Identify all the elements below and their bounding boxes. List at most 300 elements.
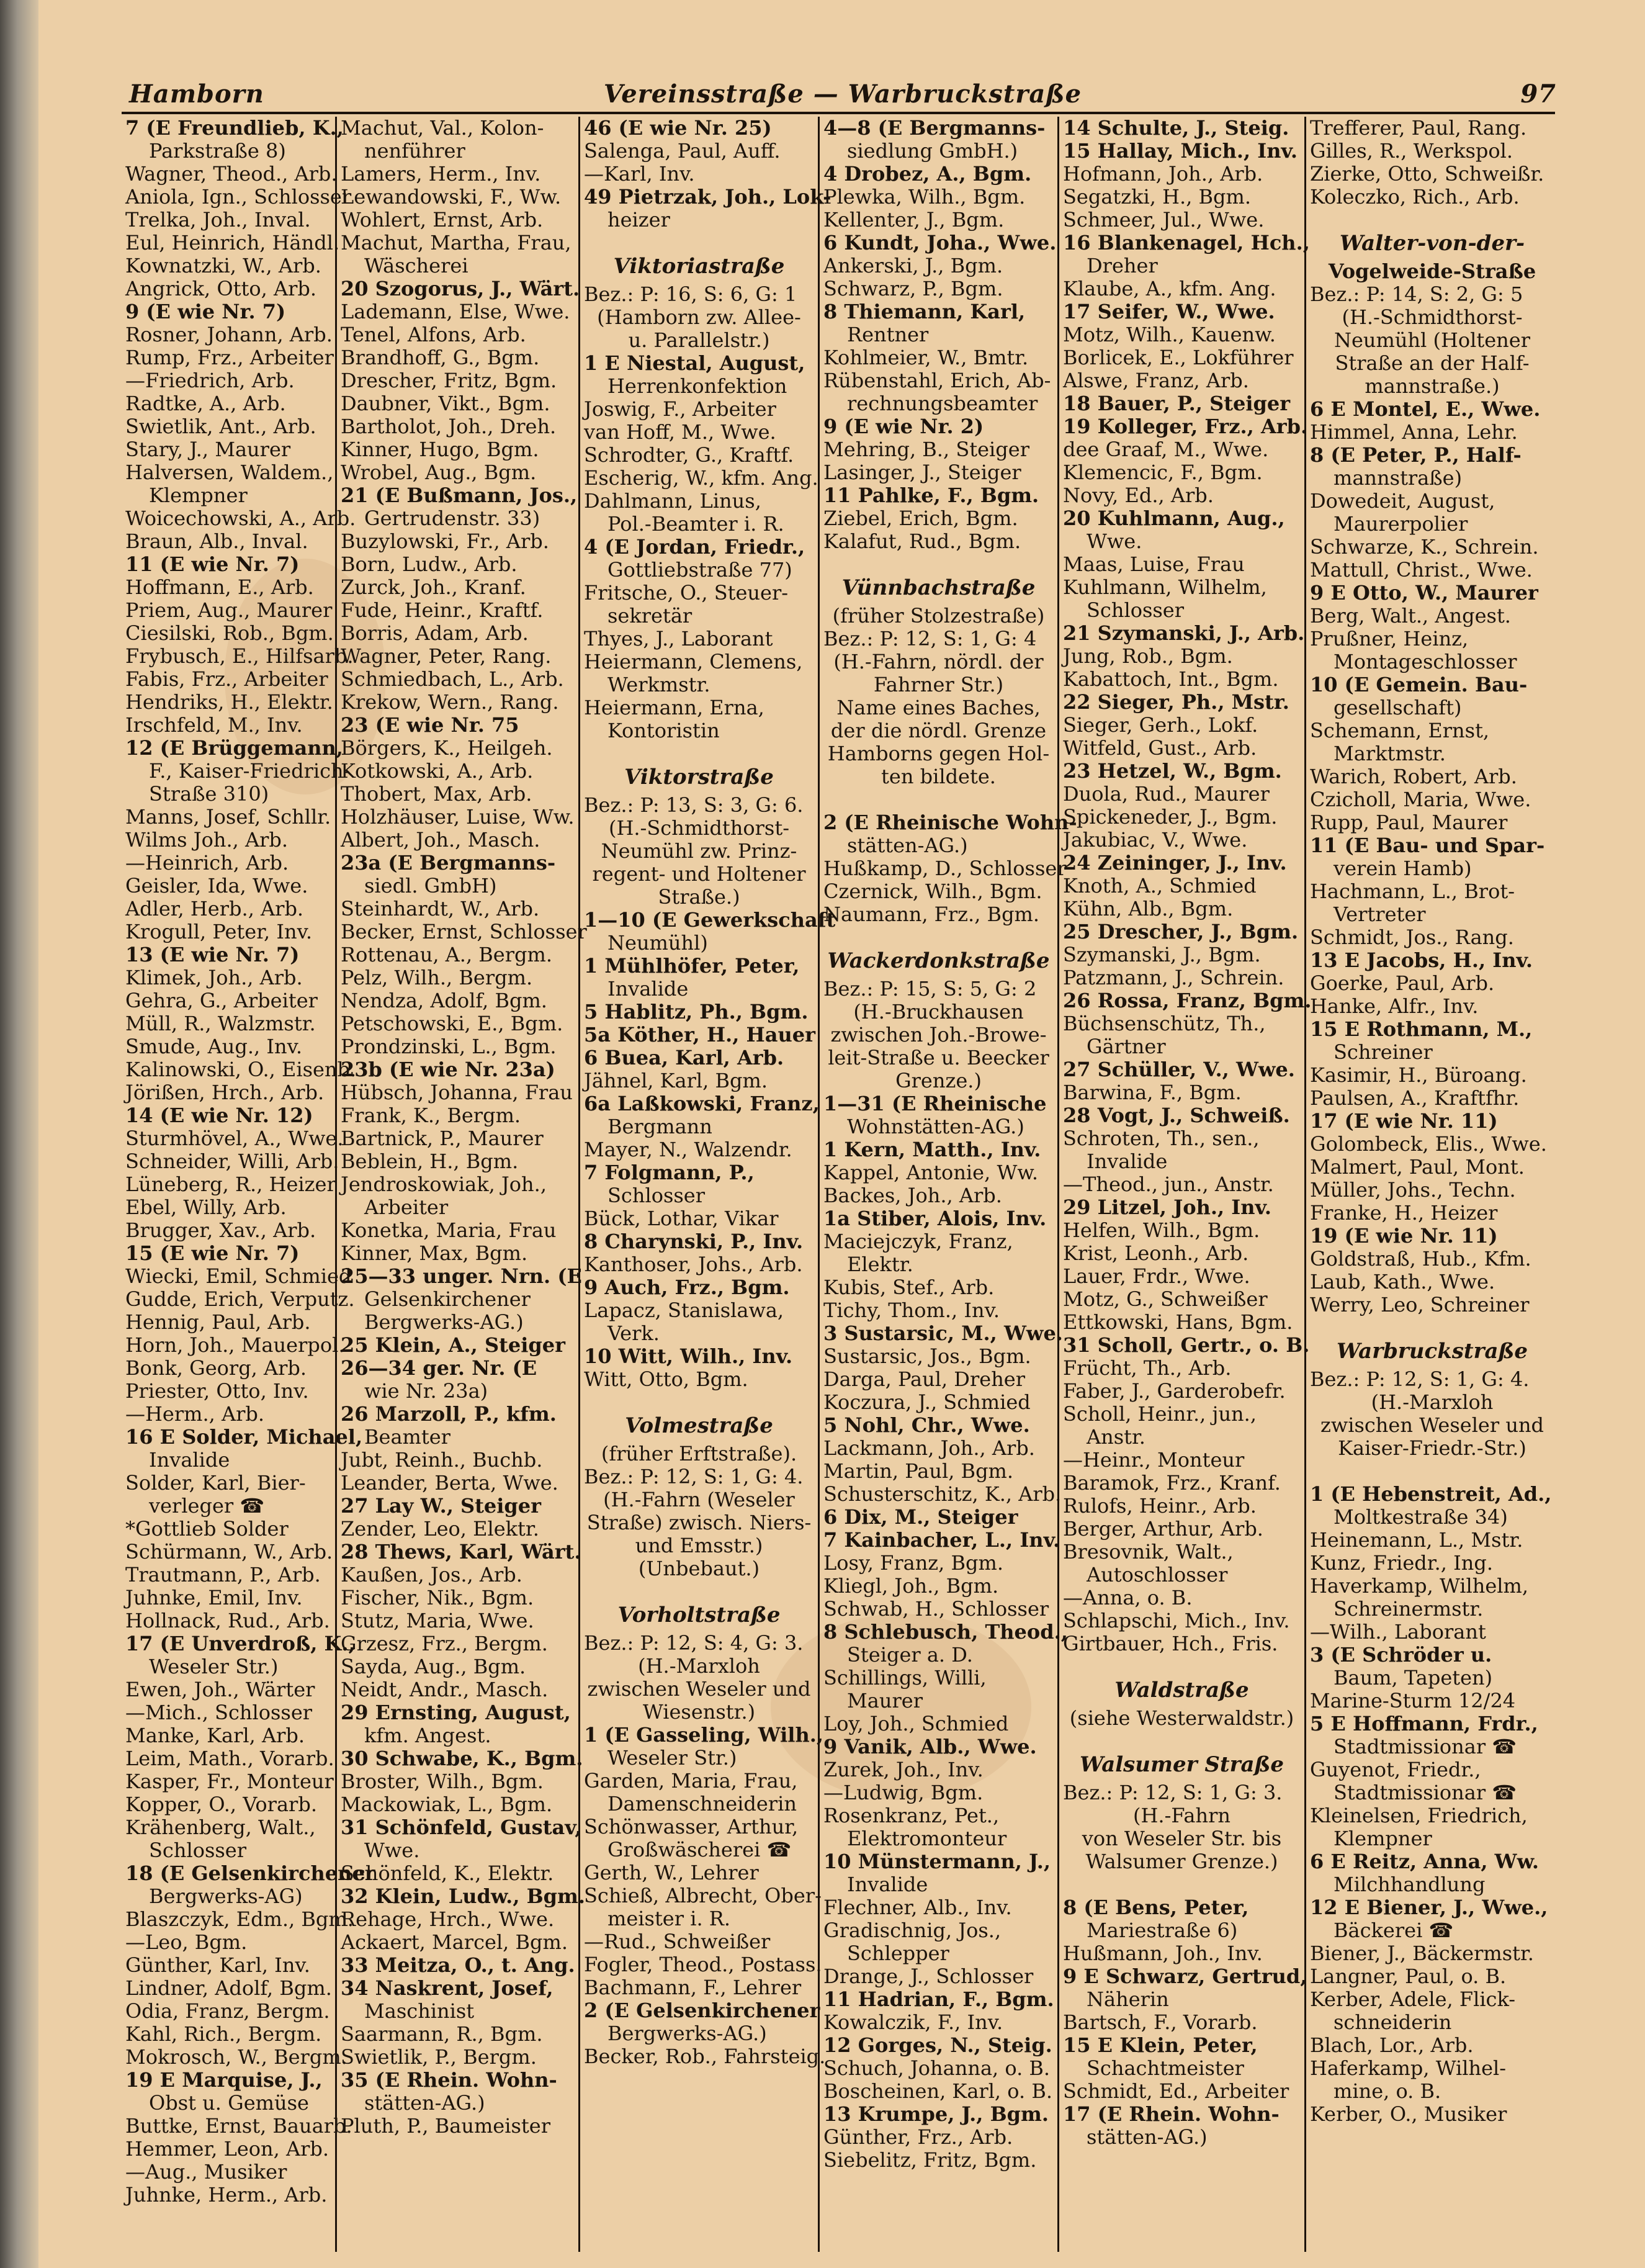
directory-line: Fischer, Nik., Bgm. <box>341 1586 534 1609</box>
directory-line: Moltkestraße 34) <box>1333 1505 1508 1529</box>
directory-line: Rulofs, Heinr., Arb. <box>1063 1494 1257 1518</box>
directory-line: Biener, J., Bäckermstr. <box>1310 1942 1534 1965</box>
column-4 <box>818 116 1077 2252</box>
directory-line: Schneider, Willi, Arb. <box>125 1150 339 1173</box>
directory-line: Bez.: P: 12, S: 1, G: 4 <box>823 627 1037 650</box>
directory-line: Hoffmann, E., Arb. <box>125 575 314 599</box>
directory-line: 13 Krumpe, J., Bgm. <box>823 2102 1049 2126</box>
directory-line: Baramok, Frz., Kranf. <box>1063 1471 1281 1495</box>
directory-line: 29 Ernsting, August, <box>341 1701 571 1724</box>
directory-line: Warich, Robert, Arb. <box>1310 765 1517 788</box>
directory-line: Lapacz, Stanislawa, <box>584 1298 784 1322</box>
directory-line: Schlosser <box>149 1838 247 1862</box>
directory-line: 1 (E Hebenstreit, Ad., <box>1310 1482 1552 1506</box>
directory-line: Gehra, G., Arbeiter <box>125 989 318 1012</box>
directory-line: Bergwerks-AG) <box>149 1884 303 1908</box>
directory-line: Smude, Aug., Inv. <box>125 1035 303 1058</box>
directory-line: 6 Kundt, Joha., Wwe. <box>823 231 1057 254</box>
directory-line: Hußkamp, D., Schlosser <box>823 857 1067 880</box>
directory-line: Schmiedbach, L., Arb. <box>341 667 564 691</box>
directory-line: Krogull, Peter, Inv. <box>125 920 313 943</box>
directory-line: Drescher, Fritz, Bgm. <box>341 369 557 392</box>
directory-line: Zierke, Otto, Schweißr. <box>1310 162 1544 186</box>
directory-line: Koczura, J., Schmied <box>823 1390 1031 1414</box>
directory-line: Weseler Str.) <box>149 1655 279 1678</box>
directory-line: Goldstraß, Hub., Kfm. <box>1310 1247 1531 1271</box>
directory-line: Kliegl, Joh., Bgm. <box>823 1574 999 1598</box>
directory-line: Büchsenschütz, Th., <box>1063 1012 1266 1035</box>
directory-line: Verk. <box>607 1321 660 1345</box>
directory-line: 10 (E Gemein. Bau- <box>1310 673 1528 696</box>
directory-line: 15 E Klein, Peter, <box>1063 2033 1258 2057</box>
directory-line: Kaußen, Jos., Arb. <box>341 1563 522 1586</box>
directory-line: Gelsenkirchener <box>364 1287 531 1311</box>
directory-line: Straße an der Half- <box>1335 351 1530 375</box>
directory-line: Bergwerks-AG.) <box>364 1310 524 1334</box>
directory-line: Lauer, Frdr., Wwe. <box>1063 1264 1250 1288</box>
directory-line: Jörißen, Hrch., Arb. <box>125 1081 325 1104</box>
directory-line: Stutz, Maria, Wwe. <box>341 1609 534 1632</box>
directory-line: Beblein, H., Bgm. <box>341 1150 519 1173</box>
directory-line: (H.-Fahrn, nördl. der <box>833 650 1044 673</box>
directory-line: 4 Drobez, A., Bgm. <box>823 162 1032 186</box>
directory-line: Schieß, Albrecht, Ober- <box>584 1884 822 1907</box>
directory-line: Klempner <box>1333 1827 1432 1850</box>
directory-line: Hußmann, Joh., Inv. <box>1063 1942 1263 1965</box>
directory-line: —Heinr., Monteur <box>1063 1448 1245 1472</box>
directory-line: Trefferer, Paul, Rang. <box>1310 116 1527 140</box>
directory-line: Bäckerei ☎ <box>1333 1919 1454 1942</box>
directory-line: Lindner, Adolf, Bgm. <box>125 1976 332 2000</box>
directory-line: Schlosser <box>1087 598 1185 622</box>
directory-line: Garden, Maria, Frau, <box>584 1769 798 1793</box>
directory-line: Irschfeld, M., Inv. <box>125 713 303 737</box>
directory-line: Elektromonteur <box>847 1827 1007 1850</box>
directory-line: Invalide <box>1087 1150 1168 1173</box>
directory-line: Schreinermstr. <box>1333 1597 1484 1621</box>
directory-line: Hennig, Paul, Arb. <box>125 1310 311 1334</box>
directory-line: Buzylowski, Fr., Arb. <box>341 529 549 553</box>
directory-line: 5 Hablitz, Ph., Bgm. <box>584 1000 809 1024</box>
directory-line: Maschinist <box>364 1999 475 2023</box>
directory-line: Kasper, Fr., Monteur <box>125 1770 334 1793</box>
directory-line: Geisler, Ida, Wwe. <box>125 874 308 898</box>
directory-line: Knoth, A., Schmied <box>1063 874 1257 898</box>
directory-line: 23 (E wie Nr. 75 <box>341 713 519 737</box>
directory-line: Neumühl) <box>607 931 708 955</box>
directory-line: Sieger, Gerh., Lokf. <box>1063 713 1258 737</box>
directory-line: (H.-Marxloh <box>1371 1390 1494 1414</box>
directory-line: 13 (E wie Nr. 7) <box>125 943 300 966</box>
directory-line: Jakubiac, V., Wwe. <box>1063 828 1248 852</box>
directory-line: Bück, Lothar, Vikar <box>584 1207 779 1230</box>
directory-line: Günther, Frz., Arb. <box>823 2125 1013 2149</box>
directory-line: Odia, Franz, Bergm. <box>125 1999 330 2023</box>
directory-line: Jähnel, Karl, Bgm. <box>584 1069 768 1092</box>
directory-line: Wiecki, Emil, Schmied <box>125 1264 352 1288</box>
directory-line: Swietlik, P., Bergm. <box>341 2045 537 2069</box>
directory-line: Bartsch, F., Vorarb. <box>1063 2010 1258 2034</box>
directory-line: —Leo, Bgm. <box>125 1930 248 1954</box>
directory-line: 11 Hadrian, F., Bgm. <box>823 1987 1054 2011</box>
directory-line: Kleinelsen, Friedrich, <box>1310 1804 1528 1827</box>
directory-line: Ackaert, Marcel, Bgm. <box>341 1930 568 1954</box>
directory-line: 17 Seifer, W., Wwe. <box>1063 300 1275 323</box>
directory-line: Bez.: P: 13, S: 3, G: 6. <box>584 793 804 817</box>
column-1 <box>122 116 375 2252</box>
directory-line: Fogler, Theod., Postass. <box>584 1953 822 1976</box>
directory-line: Girtbauer, Hch., Fris. <box>1063 1632 1278 1655</box>
directory-line: schneiderin <box>1333 2010 1452 2034</box>
header-street-range: Vereinsstraße — Warbruckstraße <box>603 79 1082 109</box>
directory-line: 23b (E wie Nr. 23a) <box>341 1058 555 1081</box>
directory-line: Trautmann, P., Arb. <box>125 1563 321 1586</box>
directory-line: Himmel, Anna, Lehr. <box>1310 420 1518 444</box>
directory-line: (H.-Bruckhausen <box>853 1000 1024 1024</box>
column-3 <box>578 116 836 2252</box>
directory-line: Szymanski, J., Bgm. <box>1063 943 1261 966</box>
directory-line: (H.-Schmidthorst- <box>608 816 789 840</box>
directory-columns <box>122 117 1558 2252</box>
directory-line: Günther, Karl, Inv. <box>125 1953 310 1977</box>
directory-line: —Mich., Schlosser <box>125 1701 313 1724</box>
directory-line: Bartnick, P., Maurer <box>341 1127 544 1150</box>
directory-line: Spickeneder, J., Bgm. <box>1063 805 1278 829</box>
directory-line: Hachmann, L., Brot- <box>1310 880 1515 903</box>
directory-line: Schusterschitz, K., Arb. <box>823 1482 1062 1506</box>
directory-line: Lüneberg, R., Heizer <box>125 1172 336 1196</box>
directory-line: Mackowiak, L., Bgm. <box>341 1793 553 1816</box>
directory-line: 14 (E wie Nr. 12) <box>125 1104 313 1127</box>
directory-line: siedl. GmbH) <box>364 874 497 898</box>
directory-line: Kabattoch, Int., Bgm. <box>1063 667 1279 691</box>
directory-line: Rottenau, A., Bergm. <box>341 943 553 966</box>
directory-line: Obst u. Gemüse <box>149 2091 309 2115</box>
directory-line: 1—10 (E Gewerkschaft <box>584 908 836 932</box>
directory-line: Priester, Otto, Inv. <box>125 1379 309 1403</box>
directory-line: Invalide <box>607 977 689 1001</box>
directory-line: Werry, Leo, Schreiner <box>1310 1293 1530 1316</box>
directory-line: Dowedeit, August, <box>1310 489 1495 513</box>
directory-line: nenführer <box>364 139 465 163</box>
directory-line: Rosner, Johann, Arb. <box>125 323 333 346</box>
directory-line: Juhnke, Herm., Arb. <box>125 2183 328 2207</box>
directory-line <box>1310 1460 1554 1483</box>
directory-line: Parkstraße 8) <box>149 139 286 163</box>
directory-line: 32 Klein, Ludw., Bgm. <box>341 1884 586 1908</box>
directory-line: Kalinowski, O., Eisenb. <box>125 1058 357 1081</box>
directory-line: Brandhoff, G., Bgm. <box>341 346 540 369</box>
directory-line: Kowalczik, F., Inv. <box>823 2010 1003 2034</box>
directory-line: 16 E Solder, Michael, <box>125 1425 363 1449</box>
directory-line: 12 E Biener, J., Wwe., <box>1310 1896 1548 1919</box>
directory-line: 34 Naskrent, Josef, <box>341 1976 554 2000</box>
directory-line: (Hamborn zw. Allee- <box>597 305 801 329</box>
directory-line: Alswe, Franz, Arb. <box>1063 369 1249 392</box>
directory-line: Hollnack, Rud., Arb. <box>125 1609 330 1632</box>
directory-line: Stadtmissionar ☎ <box>1333 1735 1517 1758</box>
directory-line: Wagner, Peter, Rang. <box>341 644 552 668</box>
directory-line: Schönfeld, K., Elektr. <box>341 1861 554 1885</box>
directory-line: 46 (E wie Nr. 25) <box>584 116 772 140</box>
directory-line: Klaube, A., kfm. Ang. <box>1063 277 1276 300</box>
directory-line: Klimek, Joh., Arb. <box>125 966 303 989</box>
directory-line: 1 E Niestal, August, <box>584 351 805 375</box>
directory-line: regent- und Holtener <box>592 862 806 886</box>
directory-line: Berg, Walt., Angest. <box>1310 604 1511 628</box>
directory-line: Helfen, Wilh., Bgm. <box>1063 1218 1260 1242</box>
directory-line: zwischen Weseler und <box>587 1677 811 1701</box>
directory-line: 23 Hetzel, W., Bgm. <box>1063 759 1282 783</box>
directory-line: Kühn, Alb., Bgm. <box>1063 897 1234 920</box>
directory-line: Nendza, Adolf, Bgm. <box>341 989 547 1012</box>
directory-line: Segatzki, H., Bgm. <box>1063 185 1252 209</box>
directory-line: Wäscherei <box>364 254 468 277</box>
directory-line: Kellenter, J., Bgm. <box>823 208 1005 232</box>
directory-line: Mayer, N., Walzendr. <box>584 1138 792 1161</box>
directory-line: Bez.: P: 12, S: 4, G: 3. <box>584 1631 804 1655</box>
directory-line: 21 (E Bußmann, Jos., <box>341 484 578 507</box>
directory-line: ten bildete. <box>881 765 996 788</box>
directory-line: Maurer <box>847 1689 923 1712</box>
directory-line: Wohlert, Ernst, Arb. <box>341 208 544 232</box>
directory-line: Rentner <box>847 323 929 346</box>
directory-line: (siehe Westerwaldstr.) <box>1069 1706 1294 1730</box>
directory-line: Montageschlosser <box>1333 650 1517 673</box>
directory-line: Brugger, Xav., Arb. <box>125 1218 316 1242</box>
directory-line: 8 (E Peter, P., Half- <box>1310 443 1522 467</box>
directory-line: 5a Köther, H., Hauer <box>584 1023 815 1046</box>
directory-line: Frücht, Th., Arb. <box>1063 1356 1232 1380</box>
directory-line: Schmidt, Ed., Arbeiter <box>1063 2079 1289 2103</box>
directory-line: Motz, G., Schweißer <box>1063 1287 1268 1311</box>
directory-line: Broster, Wilh., Bgm. <box>341 1770 544 1793</box>
directory-line: Franke, H., Heizer <box>1310 1201 1498 1225</box>
directory-line: Bresovnik, Walt., <box>1063 1540 1234 1564</box>
directory-line: Gottliebstraße 77) <box>607 558 792 582</box>
directory-line: siedlung GmbH.) <box>847 139 1018 163</box>
directory-line: 11 (E Bau- und Spar- <box>1310 834 1545 857</box>
directory-line: Kohlmeier, W., Bmtr. <box>823 346 1029 369</box>
directory-line: Darga, Paul, Dreher <box>823 1367 1026 1391</box>
directory-line: Jendroskowiak, Joh., <box>341 1172 547 1196</box>
directory-line: Pluth, P., Baumeister <box>341 2114 550 2138</box>
directory-line: Zurek, Joh., Inv. <box>823 1758 984 1781</box>
directory-line: Rump, Frz., Arbeiter <box>125 346 334 369</box>
directory-line: 2 (E Gelsenkirchener <box>584 1999 820 2022</box>
directory-line: Schmeer, Jul., Wwe. <box>1063 208 1265 232</box>
directory-line: Woicechowski, A., Arb. <box>125 506 356 530</box>
directory-line: dee Graaf, M., Wwe. <box>1063 438 1269 461</box>
directory-line: Solder, Karl, Bier- <box>125 1471 306 1495</box>
directory-line: Arbeiter <box>364 1195 449 1219</box>
directory-line: 4 (E Jordan, Friedr., <box>584 535 805 559</box>
directory-line: Wiesenstr.) <box>642 1700 756 1724</box>
directory-line: Horn, Joh., Mauerpol. <box>125 1333 345 1357</box>
directory-line: 9 E Otto, W., Maurer <box>1310 581 1538 605</box>
street-heading: Vünnbachstraße <box>841 575 1036 600</box>
directory-line: Schroten, Th., sen., <box>1063 1127 1260 1150</box>
directory-line: 27 Schüller, V., Wwe. <box>1063 1058 1295 1081</box>
directory-line: Maciejczyk, Franz, <box>823 1230 1013 1253</box>
directory-line: 6 E Montel, E., Wwe. <box>1310 397 1541 421</box>
directory-line: Fabis, Frz., Arbeiter <box>125 667 328 691</box>
directory-line: 20 Kuhlmann, Aug., <box>1063 506 1285 530</box>
street-heading: Vorholtstraße <box>617 1603 781 1627</box>
directory-line: Witt, Otto, Bgm. <box>584 1367 748 1391</box>
directory-line: 1a Stiber, Alois, Inv. <box>823 1207 1047 1230</box>
directory-line: 5 Nohl, Chr., Wwe. <box>823 1413 1030 1437</box>
directory-line: 7 Kainbacher, L., Inv. <box>823 1528 1060 1552</box>
directory-line: 19 Kolleger, Frz., Arb. <box>1063 415 1308 438</box>
directory-line: F., Kaiser-Friedrich- <box>149 759 351 783</box>
directory-line: Frank, K., Bergm. <box>341 1104 521 1127</box>
directory-line: Klemencic, F., Bgm. <box>1063 461 1263 484</box>
directory-line: Czicholl, Maria, Wwe. <box>1310 788 1531 811</box>
directory-line: Schwarze, K., Schrein. <box>1310 535 1539 559</box>
directory-line: Sturmhövel, A., Wwe. <box>125 1127 344 1150</box>
directory-line: Blach, Lor., Arb. <box>1310 2033 1474 2057</box>
directory-line <box>1063 1873 1301 1896</box>
directory-line: Machut, Val., Kolon- <box>341 116 544 140</box>
column-6 <box>1304 117 1558 2252</box>
header-rule <box>122 112 1555 114</box>
directory-line: Buttke, Ernst, Bauarb. <box>125 2114 352 2138</box>
directory-line: 1—31 (E Rheinische <box>823 1092 1047 1115</box>
directory-line: Straße.) <box>658 885 740 909</box>
directory-line: Haverkamp, Wilhelm, <box>1310 1574 1529 1598</box>
directory-line: Golombeck, Elis., Wwe. <box>1310 1132 1547 1156</box>
directory-line: Krähenberg, Walt., <box>125 1816 316 1839</box>
directory-line: (früher Stolzestraße) <box>832 604 1045 628</box>
directory-line: Kownatzki, W., Arb. <box>125 254 321 277</box>
directory-line: mannstraße.) <box>1365 374 1500 398</box>
directory-line: Prondzinski, L., Bgm. <box>341 1035 557 1058</box>
directory-line: Zender, Leo, Elektr. <box>341 1517 539 1541</box>
directory-line: Kaiser-Friedr.-Str.) <box>1338 1436 1526 1460</box>
directory-line: Jubt, Reinh., Buchb. <box>341 1448 543 1472</box>
directory-line: 18 (E Gelsenkirchener <box>125 1861 375 1885</box>
directory-line: Fritsche, O., Steuer- <box>584 581 789 605</box>
directory-line: Guyenot, Friedr., <box>1310 1758 1481 1781</box>
directory-line: Bachmann, F., Lehrer <box>584 1976 802 1999</box>
directory-line: Ziebel, Erich, Bgm. <box>823 506 1018 530</box>
directory-line: Holzhäuser, Luise, Ww. <box>341 805 575 829</box>
header-city: Hamborn <box>129 79 264 109</box>
directory-line: Kuhlmann, Wilhelm, <box>1063 575 1267 599</box>
directory-line: Schuch, Johanna, o. B. <box>823 2056 1051 2080</box>
directory-line: rechnungsbeamter <box>847 392 1038 415</box>
directory-line: Schlapschi, Mich., Inv. <box>1063 1609 1290 1632</box>
directory-line: 31 Scholl, Gertr., o. B. <box>1063 1333 1310 1357</box>
directory-line: Gilles, R., Werkspol. <box>1310 139 1513 163</box>
directory-line: Tichy, Thom., Inv. <box>823 1298 1000 1322</box>
directory-line: Gerth, W., Lehrer <box>584 1861 759 1884</box>
directory-line: Angrick, Otto, Arb. <box>125 277 317 300</box>
directory-line: 17 (E Unverdroß, K., <box>125 1632 356 1655</box>
directory-line: Rehage, Hrch., Wwe. <box>341 1907 555 1931</box>
directory-line: Sustarsic, Jos., Bgm. <box>823 1344 1031 1368</box>
directory-line: Machut, Martha, Frau, <box>341 231 571 254</box>
street-heading: Waldstraße <box>1114 1678 1249 1703</box>
directory-line: Czernick, Wilh., Bgm. <box>823 880 1042 903</box>
directory-line: 24 Zeininger, J., Inv. <box>1063 851 1287 875</box>
directory-line: 1 (E Gasseling, Wilh., <box>584 1723 823 1747</box>
directory-line: Bergwerks-AG.) <box>607 2022 767 2045</box>
directory-line: Haferkamp, Wilhel- <box>1310 2056 1507 2080</box>
directory-line: 6 Dix, M., Steiger <box>823 1505 1018 1529</box>
directory-line: Schachtmeister <box>1087 2056 1244 2080</box>
directory-line: Mariestraße 6) <box>1087 1919 1238 1942</box>
directory-line: Saarmann, R., Bgm. <box>341 2022 543 2046</box>
directory-line: Lasinger, J., Steiger <box>823 461 1021 484</box>
directory-line: Straße 310) <box>149 782 269 806</box>
directory-line: 9 E Schwarz, Gertrud, <box>1063 1964 1307 1988</box>
directory-line: zwischen Joh.-Browe- <box>830 1023 1047 1046</box>
directory-line: Stadtmissionar ☎ <box>1333 1781 1517 1804</box>
directory-line: 6 Buea, Karl, Arb. <box>584 1046 784 1069</box>
directory-line: Born, Ludw., Arb. <box>341 552 518 576</box>
directory-line: Swietlik, Ant., Arb. <box>125 415 316 438</box>
column-2 <box>335 116 587 2252</box>
directory-line: Kontoristin <box>607 719 720 742</box>
directory-line: Damenschneiderin <box>607 1792 797 1816</box>
directory-line: (H.-Marxloh <box>638 1654 760 1678</box>
directory-line: Schlosser <box>607 1184 706 1207</box>
directory-line: 13 E Jacobs, H., Inv. <box>1310 948 1533 972</box>
directory-line: Adler, Herb., Arb. <box>125 897 304 920</box>
directory-line: Witfeld, Gust., Arb. <box>1063 736 1257 760</box>
directory-line: Elektr. <box>847 1253 913 1276</box>
directory-line: Goerke, Paul, Arb. <box>1310 971 1495 995</box>
directory-line: 7 (E Freundlieb, K., <box>125 116 344 140</box>
directory-line: Motz, Wilh., Kauenw. <box>1063 323 1276 346</box>
directory-line: Ebel, Willy, Arb. <box>125 1195 287 1219</box>
directory-line: Wwe. <box>364 1838 420 1862</box>
directory-line: Daubner, Vikt., Bgm. <box>341 392 550 415</box>
directory-line: —Theod., jun., Anstr. <box>1063 1172 1274 1196</box>
directory-line: Schmidt, Jos., Rang. <box>1310 925 1514 949</box>
directory-line: Beamter <box>364 1425 450 1449</box>
directory-line: Manke, Karl, Arb. <box>125 1724 305 1747</box>
directory-line: —Wilh., Laborant <box>1310 1620 1486 1644</box>
directory-line: Schreiner <box>1333 1040 1433 1064</box>
directory-line: Schemann, Ernst, <box>1310 719 1490 742</box>
directory-line: Prußner, Heinz, <box>1310 627 1469 650</box>
directory-line: Werkmstr. <box>607 673 710 696</box>
directory-line: 15 Hallay, Mich., Inv. <box>1063 139 1298 163</box>
directory-line: Börgers, K., Heilgeh. <box>341 736 553 760</box>
directory-line: meister i. R. <box>607 1907 731 1930</box>
directory-line: —Rud., Schweißer <box>584 1930 771 1953</box>
directory-line: Maas, Luise, Frau <box>1063 552 1245 576</box>
directory-line: Wagner, Theod., Arb. <box>125 162 338 186</box>
directory-line: Hamborns gegen Hol- <box>827 742 1050 765</box>
directory-line: und Emsstr.) <box>635 1534 763 1557</box>
directory-line: Aniola, Ign., Schlosser <box>125 185 352 209</box>
directory-line: Patzmann, J., Schrein. <box>1063 966 1284 989</box>
directory-line: Salenga, Paul, Auff. <box>584 139 781 163</box>
directory-line: Bartholot, Joh., Dreh. <box>341 415 557 438</box>
directory-line: Bez.: P: 16, S: 6, G: 1 <box>584 282 797 306</box>
directory-line: 25 Klein, A., Steiger <box>341 1333 565 1357</box>
directory-line: (Unbebaut.) <box>638 1557 760 1580</box>
directory-line: Ettkowski, Hans, Bgm. <box>1063 1310 1293 1334</box>
directory-line: Eul, Heinrich, Händl. <box>125 231 340 254</box>
directory-line: 26 Rossa, Franz, Bgm. <box>1063 989 1312 1012</box>
directory-line: Bez.: P: 12, S: 1, G: 4. <box>584 1465 804 1488</box>
directory-line: Wrobel, Aug., Bgm. <box>341 461 537 484</box>
